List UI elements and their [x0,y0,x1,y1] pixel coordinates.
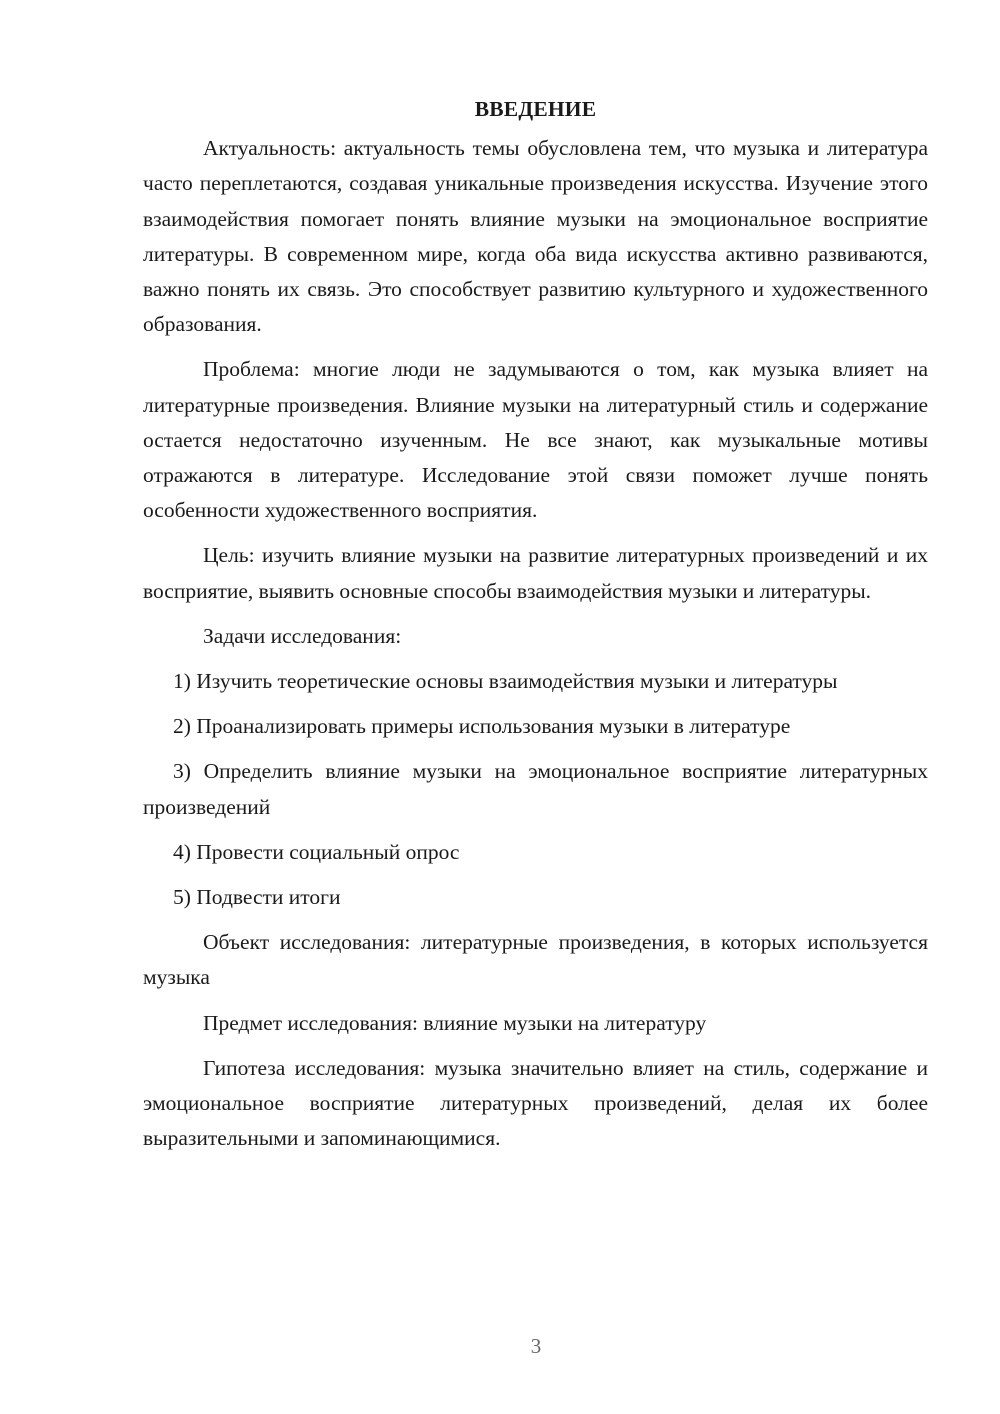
goal-paragraph: Цель: изучить влияние музыки на развитие литературных произведений и их восприятие, выявить основные способы взаимодействия музыки и литературы. [143,543,928,603]
relevance-paragraph: Актуальность: актуальность темы обусловлена тем, что музыка и литература часто переплетаются, создавая уникальные произведения искусства. Изучение этого взаимодействия помогает понять влияние музыки на эмоциональное восприятие литературы. В современном мире, когда оба вида искусства активно развиваются, важно понять их связь. Это способствует развитию культурного и художественного образования. [143,136,928,337]
document-page [143,92,928,1166]
subject-paragraph: Предмет исследования: влияние музыки на литературу [203,1010,707,1035]
page-number: 3 [530,1334,542,1358]
task-item: 5) Подвести итоги [173,885,341,910]
hypothesis-paragraph: Гипотеза исследования: музыка значительно влияет на стиль, содержание и эмоциональное восприятие литературных произведений, делая их более выразительными и запоминающимися. [143,1055,928,1151]
task-item: 1) Изучить теоретические основы взаимодействия музыки и литературы [173,669,838,694]
section-heading: ВВЕДЕНИЕ [474,97,597,121]
object-paragraph: Объект исследования: литературные произведения, в которых используется музыка [143,930,928,990]
problem-paragraph: Проблема: многие люди не задумываются о том, как музыка влияет на литературные произведения. Влияние музыки на литературный стиль и содержание остается недостаточно изученным. Не все знают, как музыкальные мотивы отражаются в литературе. Исследование этой связи поможет лучше понять особенности художественного восприятия. [143,357,928,523]
task-item: 3) Определить влияние музыки на эмоциональное восприятие литературных произведений [143,759,928,819]
task-item: 4) Провести социальный опрос [173,839,460,864]
tasks-title: Задачи исследования: [203,623,402,648]
task-item: 2) Проанализировать примеры использования музыки в литературе [173,714,791,739]
